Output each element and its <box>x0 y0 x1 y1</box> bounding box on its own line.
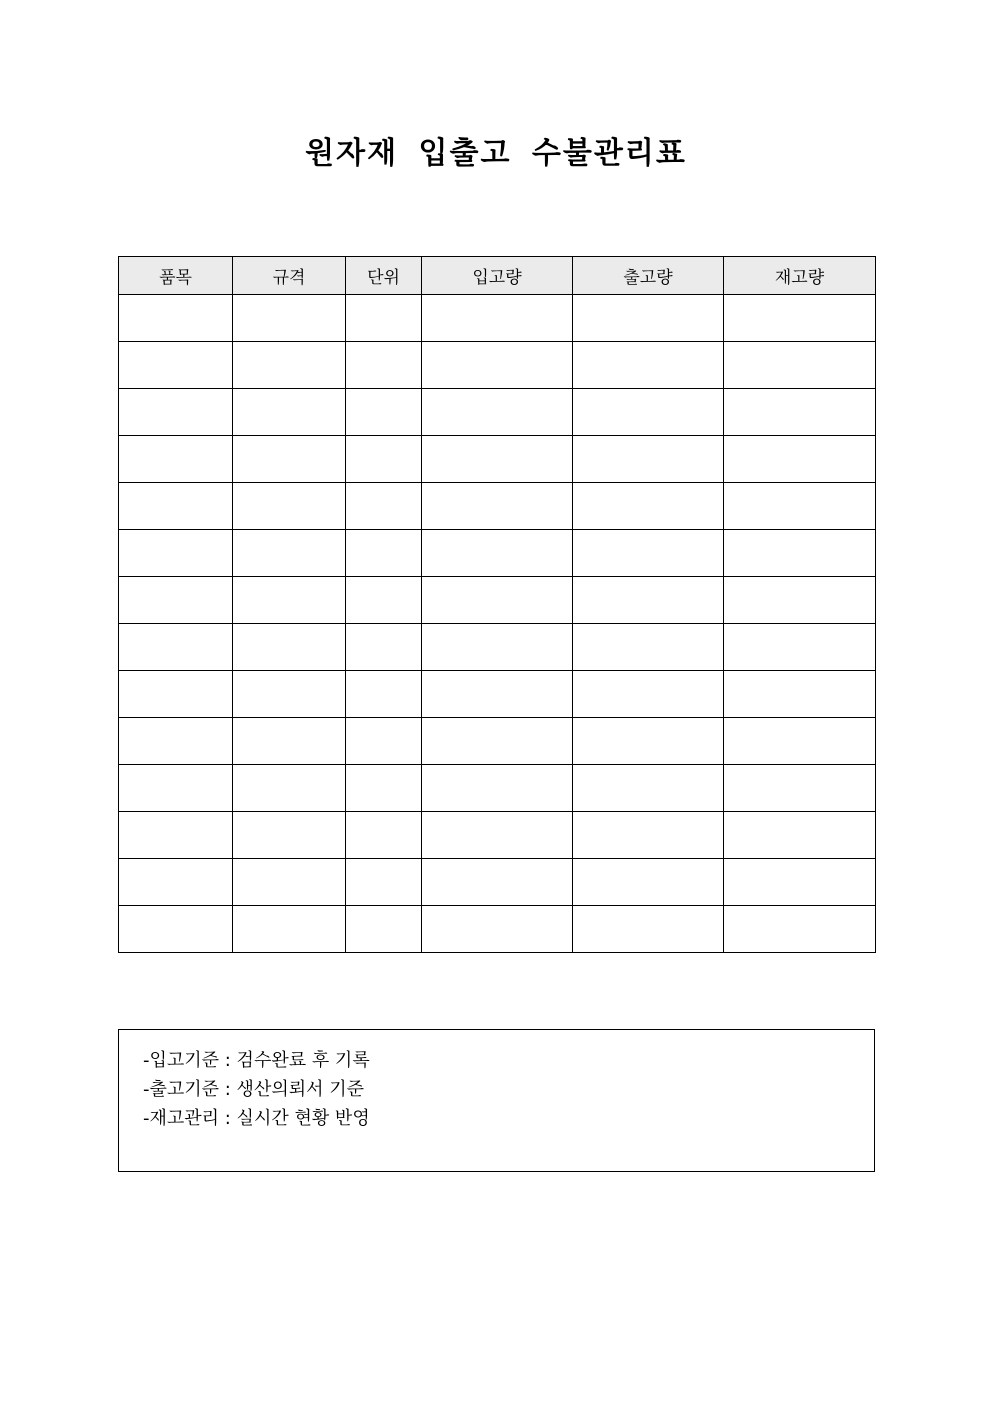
table-row <box>119 671 876 718</box>
note-stock-management: -재고관리 : 실시간 현황 반영 <box>143 1108 370 1129</box>
table-cell[interactable] <box>422 624 573 671</box>
table-cell[interactable] <box>724 530 876 577</box>
table-cell[interactable] <box>724 295 876 342</box>
table-cell[interactable] <box>119 436 233 483</box>
note-outgoing-criteria: -출고기준 : 생산의뢰서 기준 <box>143 1079 364 1100</box>
table-cell[interactable] <box>573 530 724 577</box>
table-cell[interactable] <box>233 577 346 624</box>
table-cell[interactable] <box>573 577 724 624</box>
table-cell[interactable] <box>724 342 876 389</box>
table-cell[interactable] <box>724 906 876 953</box>
table-cell[interactable] <box>724 765 876 812</box>
table-cell[interactable] <box>422 906 573 953</box>
table-cell[interactable] <box>119 295 233 342</box>
table-cell[interactable] <box>573 671 724 718</box>
table-cell[interactable] <box>422 436 573 483</box>
table-cell[interactable] <box>233 389 346 436</box>
table-cell[interactable] <box>573 906 724 953</box>
table-row <box>119 765 876 812</box>
table-row <box>119 342 876 389</box>
column-header-incoming-qty: 입고량 <box>422 257 573 295</box>
table-cell[interactable] <box>119 812 233 859</box>
column-header-spec: 규격 <box>233 257 346 295</box>
table-cell[interactable] <box>233 530 346 577</box>
table-cell[interactable] <box>422 295 573 342</box>
table-cell[interactable] <box>724 389 876 436</box>
table-cell[interactable] <box>573 765 724 812</box>
table-cell[interactable] <box>346 765 422 812</box>
table-cell[interactable] <box>724 624 876 671</box>
table-cell[interactable] <box>724 671 876 718</box>
table-cell[interactable] <box>573 295 724 342</box>
table-cell[interactable] <box>119 671 233 718</box>
table-cell[interactable] <box>573 389 724 436</box>
table-cell[interactable] <box>119 342 233 389</box>
table-cell[interactable] <box>233 812 346 859</box>
column-header-stock-qty: 재고량 <box>724 257 876 295</box>
table-cell[interactable] <box>724 436 876 483</box>
table-cell[interactable] <box>233 342 346 389</box>
table-cell[interactable] <box>346 812 422 859</box>
table-row <box>119 718 876 765</box>
column-header-unit: 단위 <box>346 257 422 295</box>
table-cell[interactable] <box>119 577 233 624</box>
table-cell[interactable] <box>119 859 233 906</box>
table-cell[interactable] <box>346 342 422 389</box>
table-cell[interactable] <box>422 577 573 624</box>
table-cell[interactable] <box>724 483 876 530</box>
table-header-row <box>119 257 876 295</box>
column-header-item: 품목 <box>119 257 233 295</box>
table-row <box>119 483 876 530</box>
table-cell[interactable] <box>119 718 233 765</box>
table-cell[interactable] <box>724 577 876 624</box>
table-cell[interactable] <box>119 483 233 530</box>
table-row <box>119 436 876 483</box>
table-cell[interactable] <box>346 624 422 671</box>
table-body <box>119 295 876 953</box>
table-cell[interactable] <box>422 765 573 812</box>
table-cell[interactable] <box>573 812 724 859</box>
table-cell[interactable] <box>119 765 233 812</box>
table-cell[interactable] <box>233 624 346 671</box>
table-cell[interactable] <box>422 342 573 389</box>
table-cell[interactable] <box>422 671 573 718</box>
table-row <box>119 389 876 436</box>
inventory-ledger-table <box>118 256 876 953</box>
column-header-outgoing-qty: 출고량 <box>573 257 724 295</box>
table-row <box>119 812 876 859</box>
table-cell[interactable] <box>573 859 724 906</box>
table-cell[interactable] <box>346 436 422 483</box>
table-cell[interactable] <box>346 577 422 624</box>
table-cell[interactable] <box>422 389 573 436</box>
table-cell[interactable] <box>233 295 346 342</box>
table-cell[interactable] <box>422 718 573 765</box>
table-cell[interactable] <box>233 859 346 906</box>
notes-box <box>118 1029 875 1172</box>
table-cell[interactable] <box>233 671 346 718</box>
table-cell[interactable] <box>422 483 573 530</box>
table-row <box>119 295 876 342</box>
table-cell[interactable] <box>233 718 346 765</box>
table-cell[interactable] <box>422 859 573 906</box>
table-cell[interactable] <box>573 624 724 671</box>
notes-list <box>119 1030 874 1133</box>
table-cell[interactable] <box>346 483 422 530</box>
table-cell[interactable] <box>346 530 422 577</box>
table-cell[interactable] <box>573 436 724 483</box>
table-cell[interactable] <box>724 718 876 765</box>
table-cell[interactable] <box>724 859 876 906</box>
table-cell[interactable] <box>573 342 724 389</box>
table-cell[interactable] <box>119 389 233 436</box>
table-cell[interactable] <box>573 718 724 765</box>
table-cell[interactable] <box>233 436 346 483</box>
table-row <box>119 859 876 906</box>
table-cell[interactable] <box>346 389 422 436</box>
table-cell[interactable] <box>346 295 422 342</box>
table-cell[interactable] <box>119 530 233 577</box>
table-row <box>119 906 876 953</box>
table-row <box>119 624 876 671</box>
table-cell[interactable] <box>422 530 573 577</box>
table-cell[interactable] <box>119 624 233 671</box>
table-cell[interactable] <box>422 812 573 859</box>
page-title: 원자재 입출고 수불관리표 <box>305 136 687 171</box>
table-row <box>119 530 876 577</box>
table-cell[interactable] <box>346 859 422 906</box>
table-cell[interactable] <box>346 906 422 953</box>
note-incoming-criteria: -입고기준 : 검수완료 후 기록 <box>143 1050 370 1071</box>
table-row <box>119 577 876 624</box>
table-cell[interactable] <box>233 483 346 530</box>
table-cell[interactable] <box>724 812 876 859</box>
table-cell[interactable] <box>346 718 422 765</box>
table-cell[interactable] <box>346 671 422 718</box>
table-cell[interactable] <box>119 906 233 953</box>
table-cell[interactable] <box>233 906 346 953</box>
table-cell[interactable] <box>233 765 346 812</box>
table-cell[interactable] <box>573 483 724 530</box>
